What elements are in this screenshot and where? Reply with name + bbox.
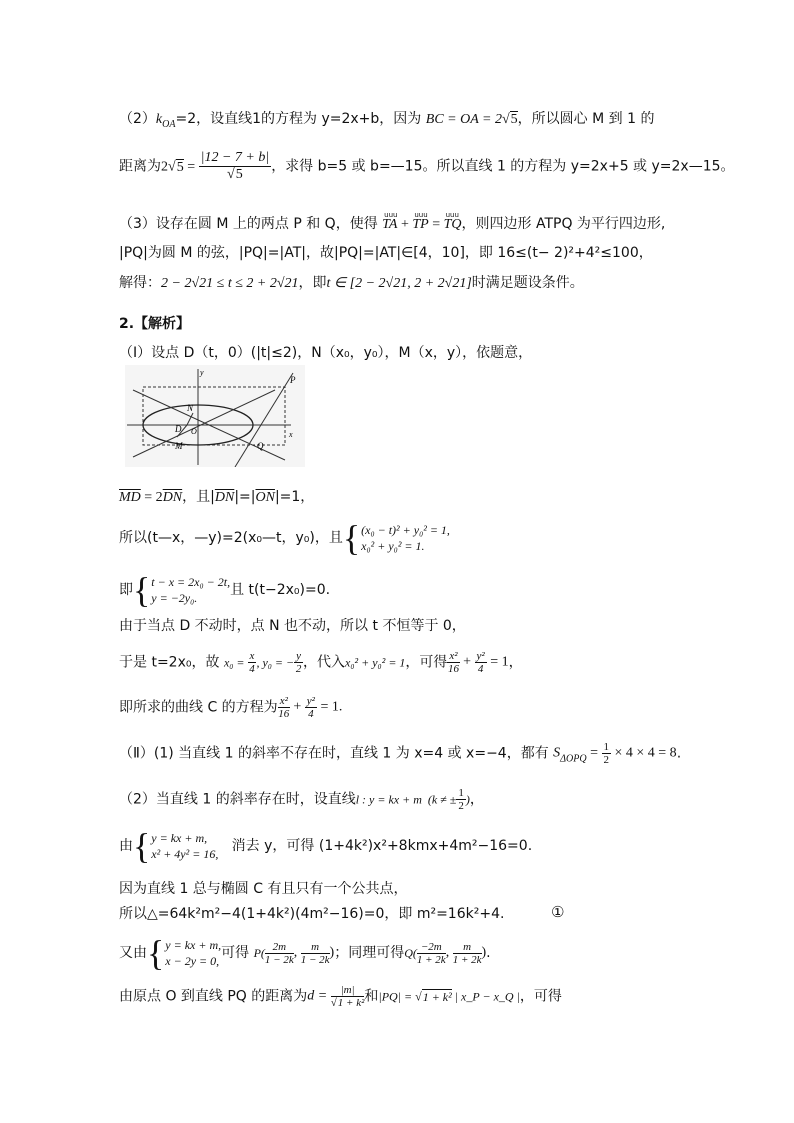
text: .	[486, 945, 491, 961]
num: 1	[458, 787, 464, 799]
vec-mark: uuu	[445, 211, 459, 219]
den: 2	[458, 800, 464, 812]
marker-1: ①	[551, 903, 565, 921]
den: 16	[278, 708, 290, 720]
text: ，即	[298, 275, 327, 291]
interval: t ∈ [2 − 2√21, 2 + 2√21]	[326, 276, 472, 291]
text: ；同理可得	[334, 945, 405, 961]
label-d: D	[175, 424, 182, 434]
den: 16	[448, 663, 460, 675]
text: ，	[469, 791, 484, 808]
text: .	[676, 745, 682, 762]
text: 即所求的曲线 C 的方程为	[119, 699, 278, 716]
intersection-line: 又由{ y = kx + m, x − 2y = 0, 可得 P( $\frac{2m}{1 - 2k}$ , $\frac{m}{1 - 2k}$ )；同理可得Q( $\frac{-2m}{1 + 2k}$ , $\frac{m}{1 + 2k}$ ).	[119, 933, 491, 973]
frac	[417, 941, 446, 966]
area-sub: ΔOPQ	[560, 753, 587, 765]
part-2-case-2	[119, 787, 484, 812]
frac-y2-4	[305, 695, 317, 720]
den: 1 + 2k	[416, 953, 446, 966]
point-p: P(	[253, 946, 265, 960]
text: 距离为	[119, 158, 161, 175]
expr: , y₀ = −	[256, 655, 295, 670]
ellipse-figure	[125, 365, 305, 467]
line-eq: l : y = kx + m	[355, 792, 422, 807]
den: 1 + 2k	[452, 953, 482, 966]
text: ，则四边形 ATPQ 为平行四边形,	[461, 216, 666, 232]
eliminate-line: 由{ y = kx + m, x² + 4y² = 16, 消去 y，可得 (1+4k²)x²+8kmx+4m²−16=0.	[119, 826, 533, 866]
eq: =	[183, 159, 199, 175]
vector-tq: TQ	[443, 217, 462, 232]
expr: = 1	[486, 654, 509, 670]
vector-dn: $\overline{DN}$	[214, 490, 235, 505]
text: 解得：	[119, 275, 161, 291]
den: 1 + k²	[337, 997, 365, 1009]
text: 时满足题设条件。	[471, 275, 584, 291]
text: 即	[119, 582, 133, 598]
area-s: S	[553, 745, 561, 761]
eq-2: x₀² + y₀² = 1.	[361, 539, 425, 553]
text: ，	[508, 654, 523, 671]
distance-fraction: $\frac{|12 - 7 + b|}{√5}$	[200, 150, 270, 182]
frac	[453, 941, 482, 966]
expr: × 4 × 4 = 8	[611, 745, 677, 761]
frac-y2	[294, 650, 303, 675]
den: 4	[308, 708, 314, 720]
expr: | x_P − x_Q |	[451, 989, 520, 1004]
system-2	[151, 574, 230, 606]
text: （Ⅱ）(1) 当直线 1 的斜率不存在时，直线 1 为 x=4 或 x=−4，都有	[119, 745, 549, 762]
k-var: k	[155, 112, 163, 127]
num: m	[453, 941, 482, 954]
vector-dn: $\overline{DN}$	[162, 490, 183, 505]
text: =2，设直线1的方程为 y=2x+b，因为	[175, 111, 422, 127]
part-2-case-1	[119, 741, 681, 768]
num: y²	[306, 695, 315, 707]
two: 2	[161, 159, 168, 175]
eq-2: x − 2y = 0,	[165, 954, 220, 968]
num: x	[249, 650, 255, 662]
comma: ,	[293, 945, 301, 960]
expr: x₀ =	[223, 655, 248, 670]
text: 于是 t=2x₀，故	[119, 654, 220, 671]
label-n: N	[187, 403, 194, 413]
inequality: 2 − 2√21 ≤ t ≤ 2 + 2√21	[161, 276, 299, 291]
expr: = 1.	[316, 699, 343, 715]
text: 所以△=64k²m²−4(1+4k²)(4m²−16)=0，即 m²=16k²+4.	[119, 906, 505, 922]
frac-half	[602, 741, 612, 766]
label-x: x	[289, 430, 293, 439]
para-3-line-3	[119, 274, 584, 293]
den: 2	[295, 663, 302, 675]
system-3	[151, 830, 218, 862]
frac-x2-16	[447, 650, 459, 675]
num: x²	[449, 650, 458, 662]
den: 4	[249, 663, 255, 675]
label-q: Q	[257, 441, 264, 451]
text: ，求得 b=5 或 b=—15。所以直线 1 的方程为 y=2x+5 或 y=2x—15。	[271, 158, 735, 175]
because-line: 因为直线 1 总与椭圆 C 有且只有一个公共点，	[119, 881, 408, 897]
plus: +	[459, 654, 475, 670]
text: |=|	[234, 489, 256, 505]
eq-bc: BC = OA = 2	[425, 112, 502, 127]
so-line: 所以(t—x，—y)=2(x₀—t，y₀)，且{ (x₀ − t)² + y₀² = 1, x₀² + y₀² = 1.	[119, 518, 450, 558]
denominator: 5	[235, 167, 243, 182]
text: 消去 y，可得 (1+4k²)x²+8kmx+4m²−16=0.	[218, 838, 533, 854]
vector-tp: TP	[412, 217, 429, 232]
system-4	[165, 937, 221, 969]
eq-1: y = kx + m,	[165, 938, 222, 952]
vec-mark: uuu	[414, 211, 428, 219]
frac-distance: $\frac{|m|}{\text{√1 + k²}}$	[330, 984, 365, 1009]
pq: |PQ| =	[378, 989, 416, 1004]
text: |=1，	[274, 489, 315, 505]
num: y	[296, 650, 302, 662]
label-p: P	[290, 375, 296, 385]
vector-on: $\overline{ON}$	[255, 490, 275, 505]
text: 由	[119, 838, 133, 854]
eq: =	[428, 217, 444, 232]
system-1	[361, 522, 450, 554]
sqrt: 1 + k²	[422, 989, 452, 1004]
close: )	[465, 792, 470, 807]
num: m	[301, 941, 330, 954]
close: )	[329, 945, 335, 960]
ji-line: 即{ t − x = 2x₀ − 2t, y = −2y₀. 且 t(t−2x₀)=0.	[119, 570, 331, 610]
plus: +	[289, 699, 305, 715]
text: 和	[364, 988, 379, 1005]
d-var: d =	[307, 988, 331, 1004]
frac	[301, 941, 330, 966]
para-3-line-2: |PQ|为圆 M 的弦，|PQ|=|AT|，故|PQ|=|AT|∈[4，10]，即 16≤(t− 2)²+4²≤100，	[119, 245, 653, 261]
sqrt-5: 5	[176, 159, 184, 175]
para-3-line-1	[119, 211, 666, 234]
sqrt-5: 5	[510, 112, 518, 127]
text: 且 t(t−2x₀)=0.	[230, 582, 331, 598]
vector-line	[119, 488, 314, 507]
frac-half	[456, 787, 466, 812]
numerator: |12 − 7 + b|	[200, 150, 270, 165]
point-q: Q(	[404, 946, 417, 960]
text: （2）当直线 1 的斜率存在时，设直线	[119, 791, 356, 808]
num: |m|	[331, 984, 365, 997]
vector-md: $\overline{MD}$	[119, 490, 141, 505]
label-y: y	[200, 368, 204, 377]
label-m: M	[175, 441, 183, 451]
plus: +	[397, 217, 413, 232]
num: y²	[476, 650, 485, 662]
expr: x₀² + y₀² = 1	[345, 655, 406, 670]
para-2-line-2: 距离为2√5 = $\frac{|12 - 7 + b|}{√5}$ ，求得 b=5 或 b=—15。所以直线 1 的方程为 y=2x+5 或 y=2x—15。	[119, 150, 735, 182]
vector-ta: TA	[382, 217, 398, 232]
curve-line	[119, 695, 342, 720]
text: 可得	[221, 945, 250, 961]
text: 由原点 O 到直线 PQ 的距离为	[119, 988, 308, 1005]
yushi-line	[119, 650, 523, 675]
label: （2）	[119, 111, 156, 127]
section-2-heading: 2.【解析】	[119, 316, 191, 332]
den: 1 − 2k	[264, 953, 294, 966]
text: ，可得	[405, 654, 448, 671]
num: 2m	[265, 941, 294, 954]
frac	[265, 941, 294, 966]
num: 1	[603, 741, 609, 753]
den: 4	[477, 663, 484, 675]
part-1-intro: （Ⅰ）设点 D（t，0）(|t|≤2)，N（x₀，y₀），M（x，y），依题意，	[119, 345, 533, 361]
distance-line: 由原点 O 到直线 PQ 的距离为d = $\frac{|m|}{\text{√1 + k²}}$ 和|PQ| = √1 + k² | x_P − x_Q |，可得	[119, 984, 562, 1009]
eq-2: y = −2y₀.	[151, 591, 198, 605]
label-o: O	[191, 427, 197, 436]
frac-x2-16	[278, 695, 290, 720]
eq: =	[586, 745, 602, 761]
text: 所以(t—x，—y)=2(x₀—t，y₀)，且	[119, 530, 343, 546]
close: )	[481, 945, 487, 960]
eq-1: y = kx + m,	[151, 831, 208, 845]
since-line: 由于当点 D 不动时，点 N 也不动，所以 t 不恒等于 0，	[119, 618, 466, 634]
num: −2m	[417, 941, 446, 954]
text: ，代入	[303, 654, 346, 671]
den: 1 − 2k	[300, 953, 330, 966]
cond: (k ≠ ±	[421, 792, 457, 807]
eq-2: x² + 4y² = 16,	[151, 847, 219, 861]
comma: ,	[445, 945, 453, 960]
text: ，所以圆心 M 到 1 的	[517, 111, 655, 127]
eq-1: t − x = 2x₀ − 2t,	[151, 575, 231, 589]
text: 又由	[119, 945, 147, 961]
k-sub: OA	[162, 118, 176, 130]
text: （3）设存在圆 M 上的两点 P 和 Q，使得	[119, 216, 378, 232]
delta-line	[119, 905, 504, 923]
eq-1: (x₀ − t)² + y₀² = 1,	[361, 523, 450, 537]
frac-y2-4	[475, 650, 487, 675]
text: ，且|	[182, 489, 215, 505]
eq: = 2	[140, 490, 163, 505]
num: x²	[279, 695, 288, 707]
vec-mark: uuu	[384, 211, 398, 219]
text: ，可得	[519, 988, 562, 1005]
para-2-line-1: $(2)k_{OA}=2$，设直线1的方程为 y=2x+b，因为 BC = OA = 2√5，所以圆心 M 到 1 的	[119, 111, 655, 130]
den: 2	[603, 754, 609, 766]
